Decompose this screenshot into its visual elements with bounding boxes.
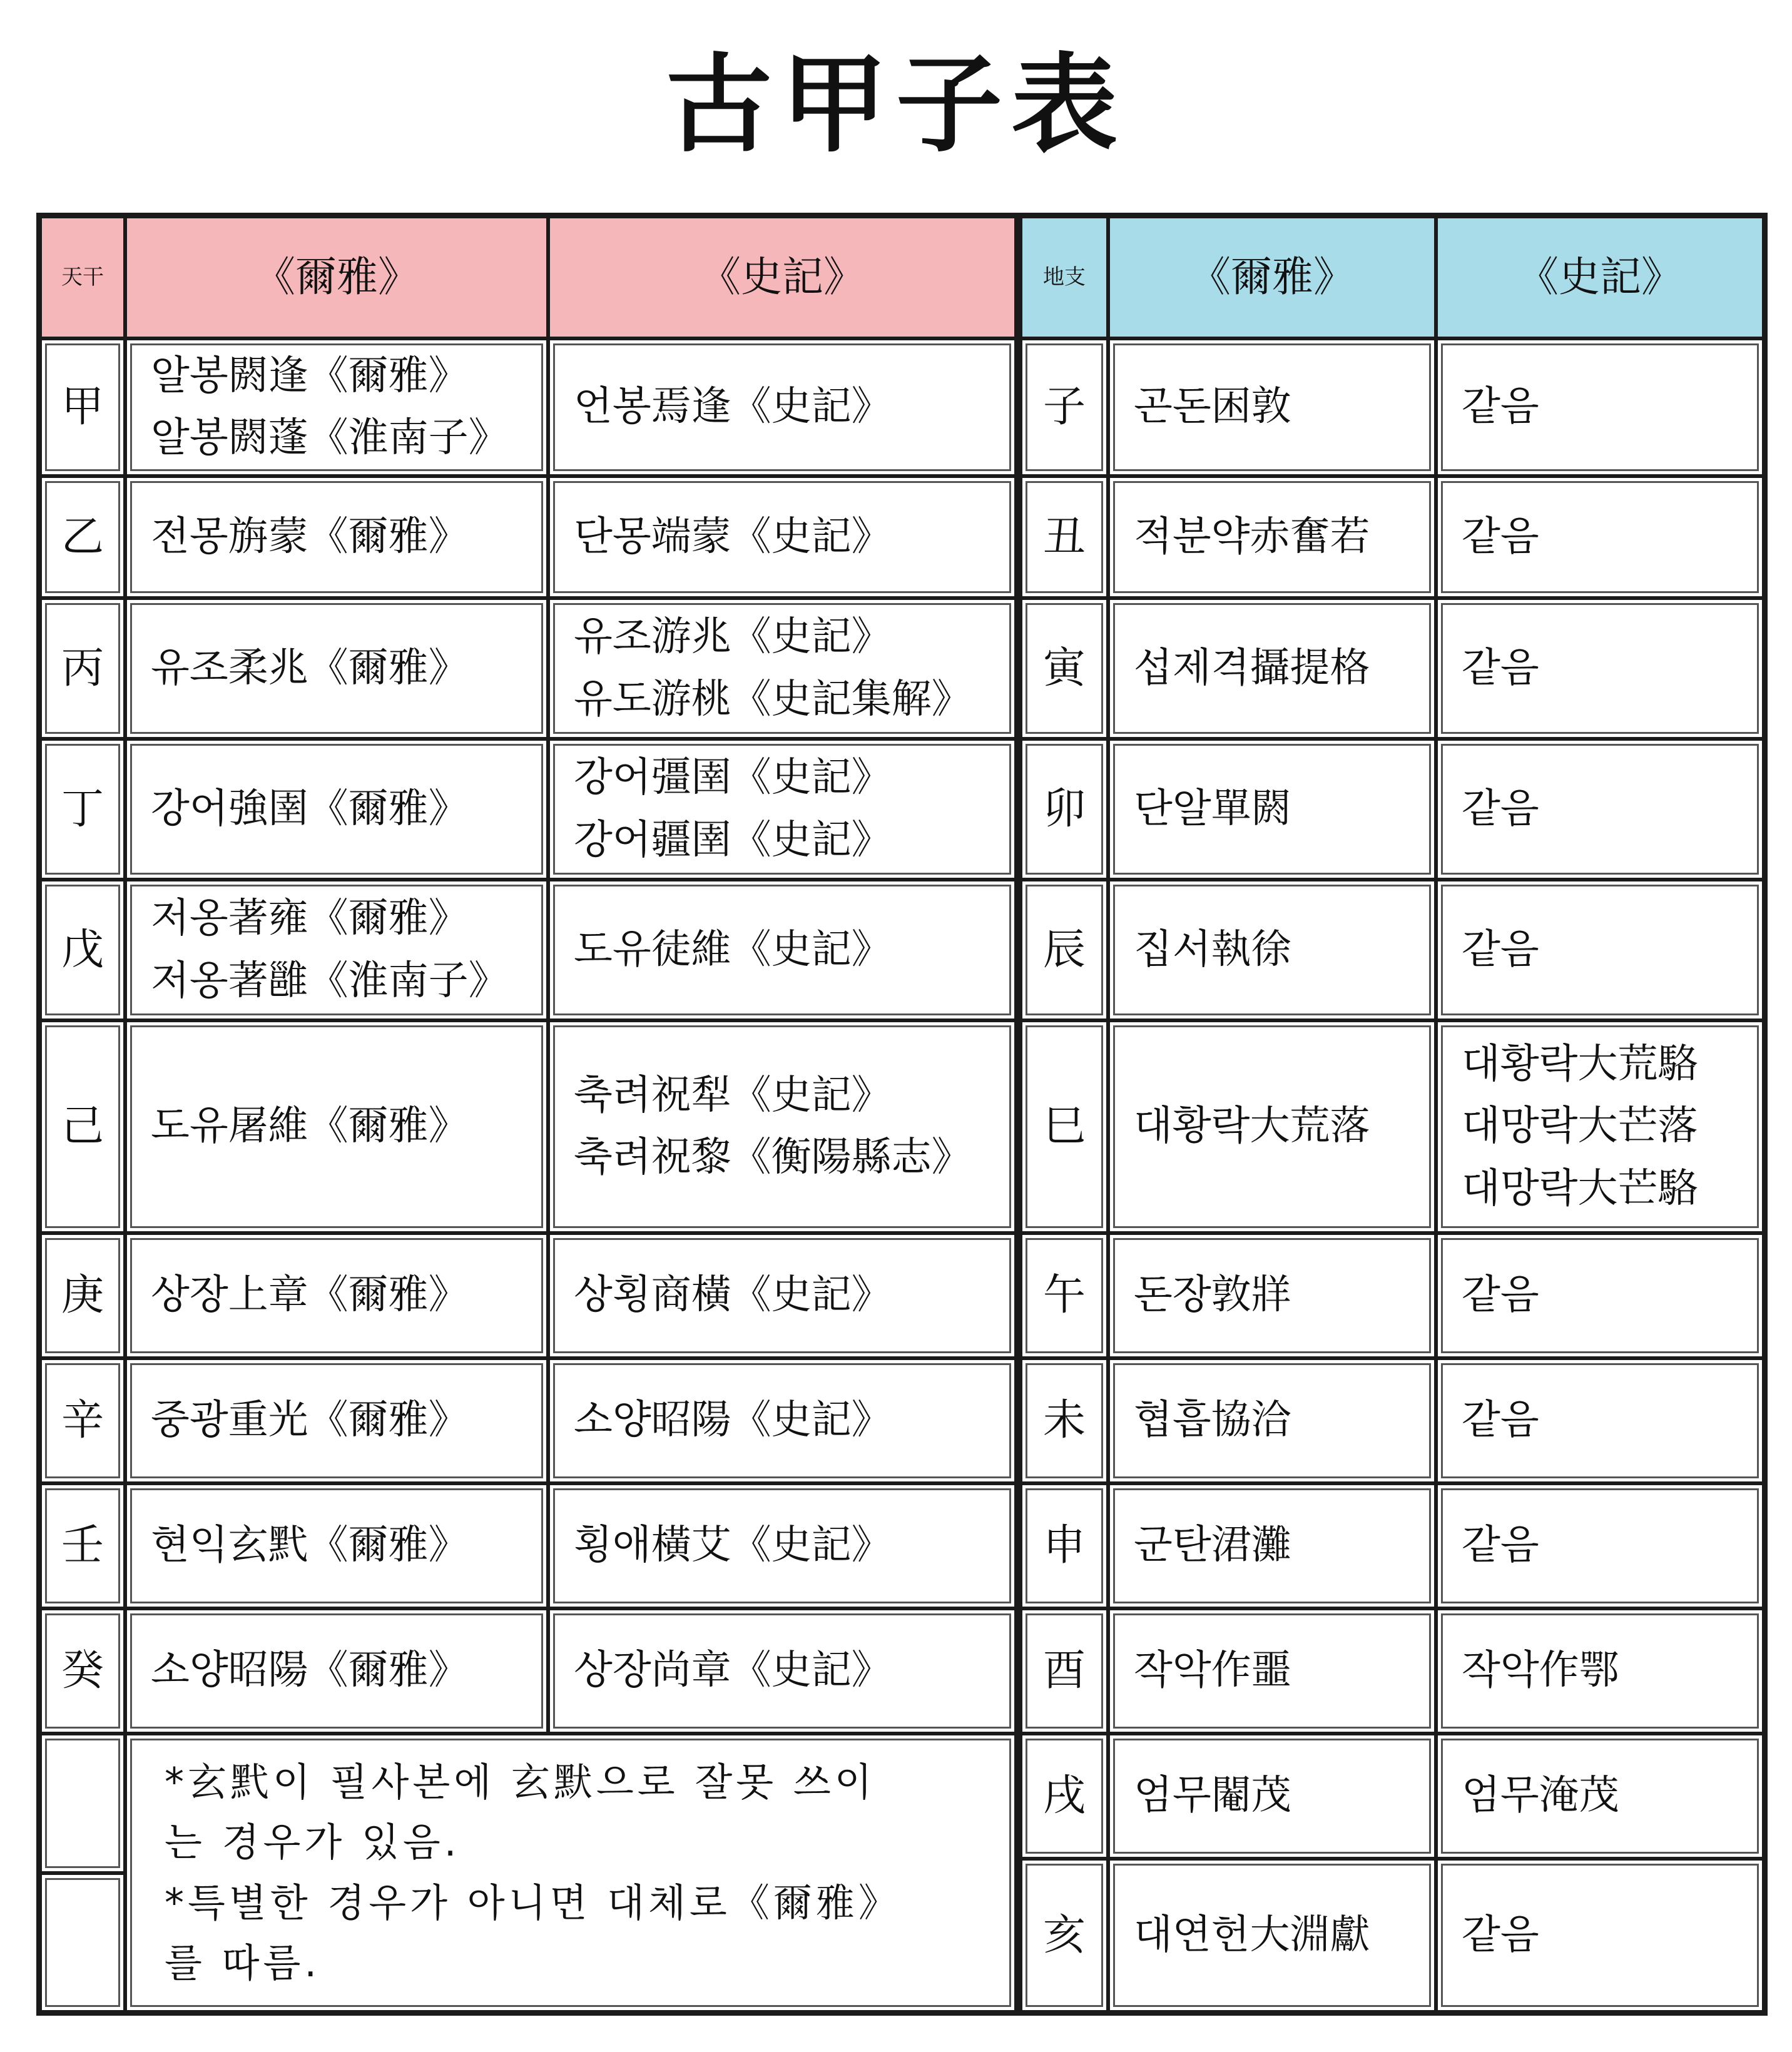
table-row	[40, 1483, 1016, 1608]
cell-text: 저옹著雍《爾雅》	[151, 895, 469, 942]
header-row	[1021, 216, 1764, 338]
key-cell	[1021, 1233, 1108, 1358]
note-row	[40, 1734, 1016, 1873]
erya-cell	[125, 1608, 548, 1734]
erya-cell	[1108, 1358, 1436, 1483]
table-row	[40, 1020, 1016, 1233]
cell-text: 같음	[1462, 1911, 1539, 1958]
shiji-cell	[548, 338, 1016, 476]
heavenly-stems-table	[36, 213, 1020, 2016]
shiji-cell	[548, 1358, 1016, 1483]
cell-text: 辰	[1042, 925, 1086, 975]
erya-cell	[125, 1358, 548, 1483]
table-row	[40, 1358, 1016, 1483]
cell-text: 酉	[1042, 1646, 1086, 1696]
key-cell	[1021, 338, 1108, 476]
cell-text: 현익玄黓《爾雅》	[151, 1522, 469, 1569]
header-cell-key	[1021, 216, 1108, 338]
cell-text: 丁	[61, 784, 104, 834]
cell-text: 작악作噩	[1134, 1647, 1291, 1694]
key-cell	[40, 338, 125, 476]
cell-text: 地支	[1043, 265, 1086, 290]
cell-text: 天干	[61, 265, 104, 290]
key-cell	[40, 739, 125, 880]
table-row	[1021, 1859, 1764, 2012]
cell-text: 戌	[1042, 1771, 1086, 1821]
header-cell-erya	[1108, 216, 1436, 338]
cell-text: 子	[1042, 382, 1086, 432]
header-cell-erya	[125, 216, 548, 338]
shiji-cell	[548, 880, 1016, 1020]
cell-text: 상장上章《爾雅》	[151, 1272, 469, 1319]
cell-text: 같음	[1462, 513, 1539, 560]
erya-cell	[125, 338, 548, 476]
note-line: 는 경우가 있음.	[165, 1819, 461, 1866]
cell-text: 소양昭陽《史記》	[574, 1397, 892, 1444]
table-row	[1021, 880, 1764, 1020]
cell-text: 언봉焉逢《史記》	[574, 383, 892, 430]
shiji-cell	[1436, 1859, 1764, 2012]
cell-text: 己	[61, 1102, 104, 1152]
key-cell	[1021, 1859, 1108, 2012]
cell-text: 알봉閼蓬《淮南子》	[151, 415, 509, 461]
shiji-cell	[548, 598, 1016, 739]
key-cell	[40, 1233, 125, 1358]
shiji-cell	[1436, 598, 1764, 739]
table-row	[40, 1608, 1016, 1734]
cell-text: 丑	[1042, 512, 1086, 562]
erya-cell	[1108, 1483, 1436, 1608]
cell-text: 같음	[1462, 644, 1539, 691]
cell-text: 申	[1042, 1521, 1086, 1571]
cell-text: 巳	[1042, 1102, 1086, 1152]
shiji-cell	[1436, 739, 1764, 880]
header-cell-shiji	[1436, 216, 1764, 338]
cell-text: 亥	[1042, 1910, 1086, 1960]
erya-cell	[1108, 338, 1436, 476]
cell-text: 상장尚章《史記》	[574, 1647, 892, 1694]
cell-text: 단몽端蒙《史記》	[574, 513, 892, 560]
table-row	[1021, 739, 1764, 880]
cell-text: 같음	[1462, 1522, 1539, 1569]
cell-text: 도유徒維《史記》	[574, 926, 892, 973]
cell-text: 대황락大荒駱	[1462, 1041, 1698, 1088]
cell-text: 卯	[1042, 784, 1086, 834]
cell-text: 壬	[61, 1521, 104, 1571]
table-row	[40, 338, 1016, 476]
cell-text: 군탄涒灘	[1134, 1522, 1291, 1569]
cell-text: 전몽旃蒙《爾雅》	[151, 513, 469, 560]
shiji-cell	[1436, 1483, 1764, 1608]
cell-text: 단알單閼	[1134, 785, 1291, 832]
key-cell	[40, 598, 125, 739]
key-cell	[40, 880, 125, 1020]
note-line: 를 따름.	[165, 1939, 321, 1986]
cell-text: 협흡協洽	[1134, 1397, 1291, 1444]
table-row	[1021, 476, 1764, 598]
cell-text: 강어強圉《爾雅》	[151, 785, 469, 832]
table-row	[1021, 1358, 1764, 1483]
erya-cell	[125, 1020, 548, 1233]
key-cell	[1021, 880, 1108, 1020]
shiji-cell	[1436, 1020, 1764, 1233]
cell-text: 寅	[1042, 643, 1086, 693]
cell-text: 대연헌大淵獻	[1134, 1911, 1370, 1958]
erya-cell	[125, 1483, 548, 1608]
table-row	[1021, 1734, 1764, 1859]
table-row	[1021, 1608, 1764, 1734]
page-title: 古甲子表	[665, 43, 1126, 167]
cell-text: 횡애橫艾《史記》	[574, 1522, 892, 1569]
shiji-cell	[548, 1608, 1016, 1734]
key-cell	[1021, 1358, 1108, 1483]
shiji-cell	[548, 1483, 1016, 1608]
cell-text: 축려祝犁《史記》	[574, 1072, 892, 1119]
cell-text: 대망락大芒駱	[1462, 1165, 1698, 1212]
table-row	[1021, 598, 1764, 739]
erya-cell	[125, 1233, 548, 1358]
cell-text: 乙	[61, 512, 104, 562]
cell-text: 상횡商橫《史記》	[574, 1272, 892, 1319]
cell-text: 같음	[1462, 1272, 1539, 1319]
shiji-cell	[1436, 1233, 1764, 1358]
cell-text: 강어疆圉《史記》	[574, 816, 892, 863]
shiji-cell	[1436, 1734, 1764, 1859]
key-cell	[1021, 1020, 1108, 1233]
cell-text: 축려祝黎《衡陽縣志》	[574, 1134, 972, 1181]
cell-text: 유도游桃《史記集解》	[574, 676, 972, 723]
shiji-cell	[1436, 476, 1764, 598]
empty-key-cell	[40, 1734, 125, 1873]
table-row	[1021, 1020, 1764, 1233]
shiji-cell	[548, 1020, 1016, 1233]
erya-cell	[1108, 1734, 1436, 1859]
cell-text: 유조柔兆《爾雅》	[151, 644, 469, 691]
shiji-cell	[1436, 338, 1764, 476]
table-row	[40, 739, 1016, 880]
key-cell	[1021, 1734, 1108, 1859]
cell-text: 癸	[61, 1646, 104, 1696]
table-row	[1021, 1483, 1764, 1608]
erya-cell	[125, 739, 548, 880]
cell-text: 未	[1042, 1396, 1086, 1446]
cell-text: 같음	[1462, 383, 1539, 430]
erya-cell	[1108, 1233, 1436, 1358]
cell-text: 庚	[61, 1271, 104, 1321]
cell-text: 丙	[61, 643, 104, 693]
shiji-cell	[1436, 880, 1764, 1020]
cell-text: 알봉閼逢《爾雅》	[151, 352, 469, 399]
erya-cell	[1108, 1020, 1436, 1233]
cell-text: 돈장敦牂	[1134, 1272, 1291, 1319]
cell-text: 대망락大芒落	[1462, 1103, 1698, 1150]
cell-text: 같음	[1462, 785, 1539, 832]
cell-text: 《爾雅》	[1189, 253, 1355, 302]
cell-text: 강어彊圉《史記》	[574, 754, 892, 801]
table-row	[1021, 338, 1764, 476]
empty-key-cell	[40, 1873, 125, 2013]
cell-text: 《史記》	[700, 253, 865, 302]
key-cell	[1021, 1483, 1108, 1608]
cell-text: 저옹著雝《淮南子》	[151, 957, 509, 1004]
cell-text: 같음	[1462, 926, 1539, 973]
cell-text: 《史記》	[1517, 253, 1683, 302]
cell-text: 적분약赤奮若	[1134, 513, 1370, 560]
key-cell	[1021, 476, 1108, 598]
table-row	[40, 476, 1016, 598]
erya-cell	[1108, 880, 1436, 1020]
cell-text: 戊	[61, 925, 104, 975]
header-row	[40, 216, 1016, 338]
shiji-cell	[548, 476, 1016, 598]
cell-text: 도유屠維《爾雅》	[151, 1103, 469, 1150]
cell-text: 집서執徐	[1134, 926, 1291, 973]
cell-text: 유조游兆《史記》	[574, 614, 892, 661]
erya-cell	[1108, 739, 1436, 880]
key-cell	[40, 1483, 125, 1608]
table-row	[40, 598, 1016, 739]
header-cell-shiji	[548, 216, 1016, 338]
key-cell	[40, 1358, 125, 1483]
key-cell	[40, 1020, 125, 1233]
cell-text: 대황락大荒落	[1134, 1103, 1370, 1150]
shiji-cell	[548, 1233, 1016, 1358]
cell-text: 엄무閹茂	[1134, 1772, 1291, 1819]
erya-cell	[1108, 598, 1436, 739]
note-line: *玄黓이 필사본에 玄默으로 잘못 쓰이	[165, 1759, 876, 1806]
key-cell	[1021, 1608, 1108, 1734]
cell-text: 《爾雅》	[254, 253, 419, 302]
cell-text: 섭제격攝提格	[1134, 644, 1370, 691]
cell-text: 엄무淹茂	[1462, 1772, 1619, 1819]
cell-text: 甲	[61, 382, 104, 432]
key-cell	[1021, 598, 1108, 739]
shiji-cell	[1436, 1358, 1764, 1483]
earthly-branches-table	[1017, 213, 1768, 2016]
cell-text: 중광重光《爾雅》	[151, 1397, 469, 1444]
erya-cell	[125, 880, 548, 1020]
erya-cell	[1108, 1859, 1436, 2012]
note-line: *특별한 경우가 아니면 대체로《爾雅》	[165, 1879, 901, 1926]
erya-cell	[125, 476, 548, 598]
key-cell	[1021, 739, 1108, 880]
table-row	[40, 1233, 1016, 1358]
header-cell-key	[40, 216, 125, 338]
erya-cell	[1108, 476, 1436, 598]
table-row	[1021, 1233, 1764, 1358]
cell-text: 소양昭陽《爾雅》	[151, 1647, 469, 1694]
table-row	[40, 880, 1016, 1020]
shiji-cell	[548, 739, 1016, 880]
shiji-cell	[1436, 1608, 1764, 1734]
note-cell	[125, 1734, 1016, 2012]
cell-text: 곤돈困敦	[1134, 383, 1291, 430]
cell-text: 辛	[61, 1396, 104, 1446]
erya-cell	[1108, 1608, 1436, 1734]
cell-text: 같음	[1462, 1397, 1539, 1444]
key-cell	[40, 476, 125, 598]
cell-text: 午	[1042, 1271, 1086, 1321]
key-cell	[40, 1608, 125, 1734]
erya-cell	[125, 598, 548, 739]
cell-text: 작악作鄂	[1462, 1647, 1619, 1694]
